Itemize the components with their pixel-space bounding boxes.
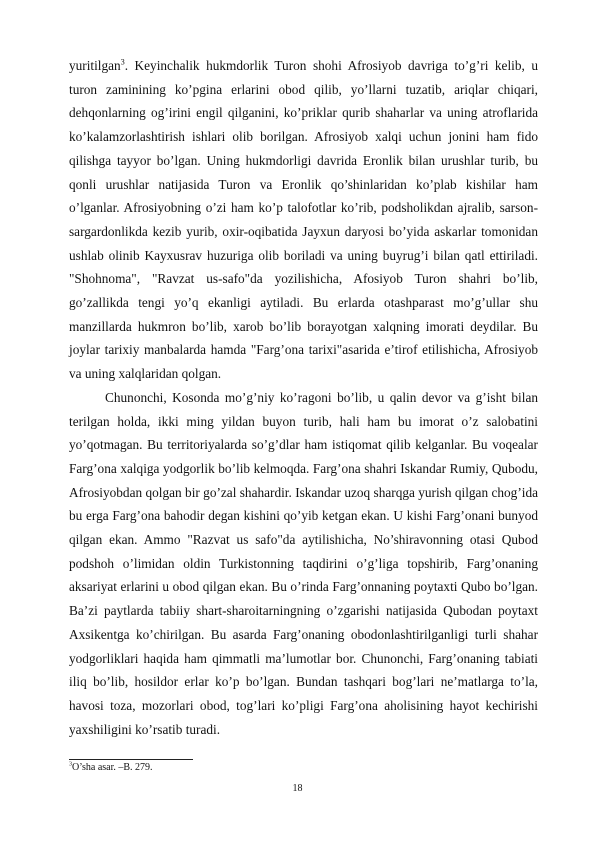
footnote bbox=[69, 762, 153, 774]
footnote-marker: 3 bbox=[69, 761, 72, 768]
paragraph-1 bbox=[69, 54, 538, 386]
page-number: 18 bbox=[292, 783, 303, 794]
footnote-reference[interactable]: 3 bbox=[120, 57, 125, 67]
paragraph-1-lead: yuritilgan bbox=[69, 58, 121, 73]
footnote-separator bbox=[69, 759, 193, 760]
footnote-text: O’sha asar. –B. 279. bbox=[72, 762, 153, 773]
paragraph-2: Chunonchi, Kosonda mo’g’niy ko’ragoni bo’lib, u qalin devor va g’isht bilan terilgan holda, ikki ming yildan buyon turib, hali ham bu imorat o’z salobatini yo’qotmagan. Bu territoriyalarda so’g’dlar ham istiqomat qilib kelganlar. Bu voqealar Farg’ona xalqiga yodgorlik bo’lib kelmoqda. Farg’ona shahri Iskandar Rumiy, Qubodu, Afrosiyobdan qolgan bir go’zal shahardir. Iskandar uzoq sharqga yurish qilgan chog’ida bu erga Farg’ona bahodir degan kishini qo’yib ketgan ekan. U kishi Farg’onani bunyod qilgan ekan. Ammo "Razvat us safo"da aytilishicha, No’shiravonning otasi Qubod podshoh o’limidan oldin Turkistonning taqdirini o’g’liga topshirib, Farg’onaning aksariyat erlarini u obod qilgan ekan. Bu o’rinda Farg’onnaning poytaxti Qubo bo’lgan. Ba’zi paytlarda tabiiy shart-sharoitarningning o’zgarishi natijasida Qubodan poytaxt Axsikentga ko’chirilgan. Bu asarda Farg’onaning obodonlashtirilganligi turli shahar yodgorliklari haqida ham qimmatli ma’lumotlar bor. Chunonchi, Farg’onaning tabiati iliq bo’lib, hosildor erlar ko’p bo’lgan. Bundan tashqari bog’lari ne’matlarga to’la, havosi toza, mozorlari obod, tog’lari ko’pligi Farg’ona aholisining hayot kechirishi yaxshiligini ko’rsatib turadi. bbox=[69, 389, 538, 737]
page-body bbox=[69, 54, 538, 741]
paragraph-1-text: . Keyinchalik hukmdorlik Turon shohi Afrosiyob davriga to’g’ri kelib, u turon zaminining ko’pgina erlarini obod qilib, yo’llarni tuzatib, ariqlar chiqari, dehqonlarning og’irini engil qilganini, ko’priklar qurib shaharlar va uning atroflarida ko’kalamzorlashtirish ishlari olib borilgan. Afrosiyob xalqi uchun jonini ham fido qilishga tayyor bo’lgan. Uning hukmdorligi davrida Eronlik bilan urushlar turib, bu qonli urushlar natijasida Turon va Eronlik qo’shinlaridan ko’plab kishilar ham o’lganlar. Afrosiyobning o’zi ham ko’p talofotlar ko’rib, podsholikdan ajralib, sarson-sargardonlikda kezib yurib, oxir-oqibatida Jayxun daryosi bo’yida askarlar tomonidan ushlab olinib Kayxusrav huzuriga olib boriladi va uning buyrug’i bilan qatl ettiriladi. "Shohnoma", "Ravzat us-safo"da yozilishicha, Afosiyob Turon shahri bo’lib, go’zallikda tengi yo’q ekanligi aytiladi. Bu erlarda otashparast mo’g’ullar shu manzillarda hukmron bo’lib, xarob bo’lib borayotgan xalqning imorati deydilar. Bu joylar tarixiy manbalarda hamda "Farg’ona tarixi"asarida e’tirof etilishicha, Afrosiyob va uning xalqlaridan qolgan. bbox=[69, 58, 538, 382]
